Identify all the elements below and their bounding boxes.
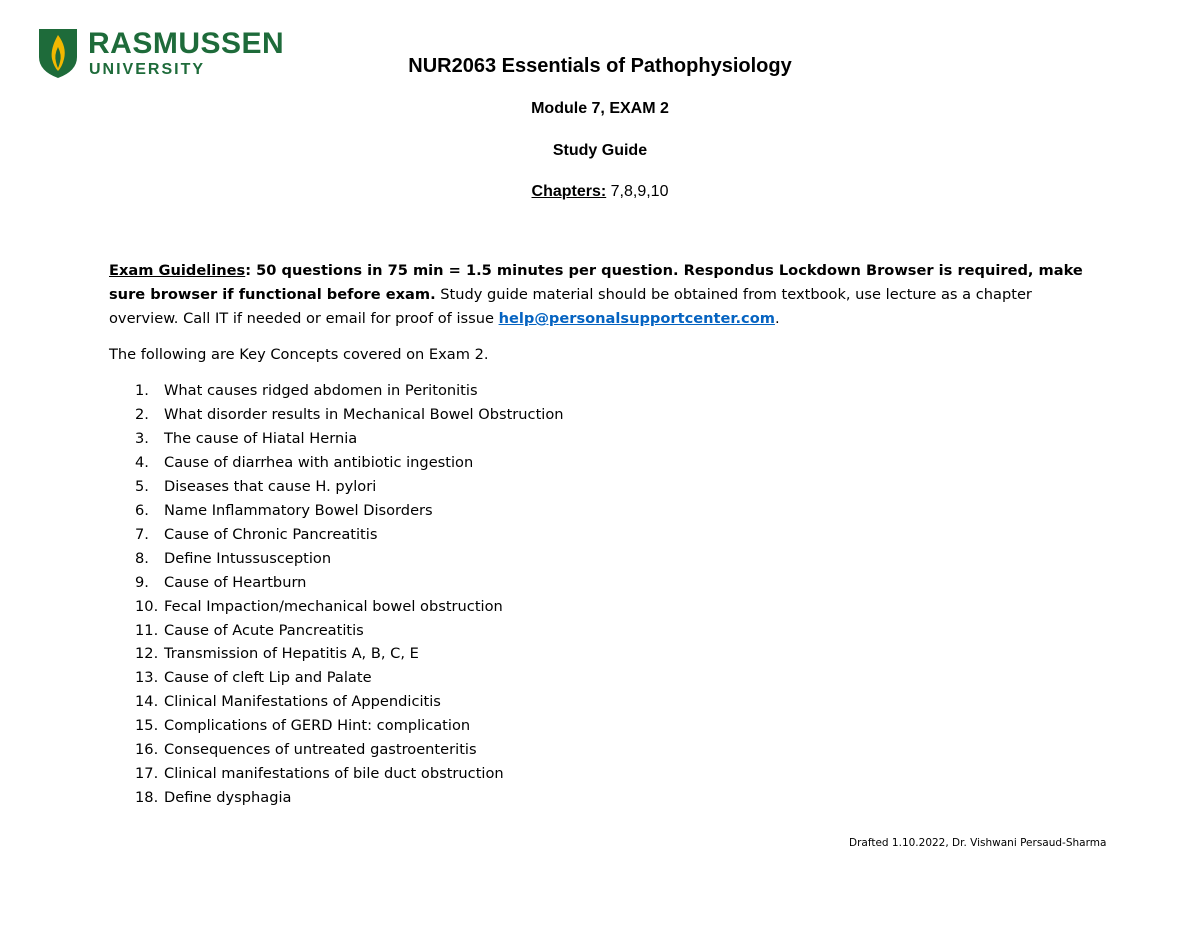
guidelines-label: Exam Guidelines <box>109 262 246 279</box>
list-item <box>135 762 564 786</box>
list-item-number: 12. <box>135 645 159 663</box>
support-email-link[interactable]: help@personalsupportcenter.com <box>498 310 775 327</box>
list-item-text: Cause of diarrhea with antibiotic ingestion <box>164 453 474 471</box>
guidelines-normal-text: Study guide material should be obtained from textbook, use lecture as a chapter overview. Call IT if needed or email for proof of issue <box>109 286 1032 327</box>
module-heading: Module 7, EXAM 2 <box>531 100 669 117</box>
list-item-number: 7. <box>135 525 149 543</box>
list-item-number: 14. <box>135 693 159 711</box>
list-item <box>135 547 564 571</box>
list-item-number: 16. <box>135 741 159 759</box>
list-item <box>135 595 564 619</box>
logo-wordmark: RASMUSSEN <box>88 27 285 60</box>
list-item-number: 18. <box>135 789 159 807</box>
key-concepts-list <box>135 379 564 810</box>
list-item-text: What disorder results in Mechanical Bowel Obstruction <box>164 405 564 423</box>
list-item <box>135 619 564 643</box>
list-item-text: The cause of Hiatal Hernia <box>164 429 358 447</box>
list-item-number: 17. <box>135 765 159 783</box>
list-item-text: What causes ridged abdomen in Peritonitis <box>164 382 478 399</box>
list-item <box>135 690 564 714</box>
list-item-text: Consequences of untreated gastroenteritis <box>164 741 477 759</box>
list-item-number: 8. <box>135 549 149 567</box>
list-item-number: 5. <box>135 477 149 495</box>
footer-drafted-note: Drafted 1.10.2022, Dr. Vishwani Persaud-Sharma <box>849 837 1107 849</box>
list-item-text: Clinical Manifestations of Appendicitis <box>164 693 441 711</box>
list-item <box>135 714 564 738</box>
list-item <box>135 475 564 499</box>
list-item-text: Diseases that cause H. pylori <box>164 477 377 495</box>
list-item <box>135 499 564 523</box>
chapters-line <box>0 183 1200 201</box>
list-item-text: Cause of Acute Pancreatitis <box>164 621 364 639</box>
list-item-text: Cause of cleft Lip and Palate <box>164 669 372 687</box>
list-item-text: Define dysphagia <box>164 789 292 807</box>
exam-guidelines <box>109 259 1099 331</box>
list-item <box>135 786 564 810</box>
list-item-number: 1. <box>135 382 149 399</box>
list-item <box>135 379 564 403</box>
page-title: NUR2063 Essentials of Pathophysiology <box>408 55 792 77</box>
list-item-text: Transmission of Hepatitis A, B, C, E <box>164 645 419 663</box>
list-item-text: Cause of Chronic Pancreatitis <box>164 525 378 543</box>
guidelines-end: . <box>774 310 780 327</box>
list-item <box>135 523 564 547</box>
list-item <box>135 571 564 595</box>
list-item-number: 10. <box>135 597 159 615</box>
list-item-number: 2. <box>135 405 149 423</box>
chapters-label: Chapters: <box>531 183 607 200</box>
key-concepts-intro: The following are Key Concepts covered on Exam 2. <box>109 346 489 363</box>
list-item-number: 4. <box>135 453 149 471</box>
chapters-value: 7,8,9,10 <box>606 183 669 200</box>
list-item <box>135 403 564 427</box>
list-item <box>135 642 564 666</box>
logo-subtitle: UNIVERSITY <box>89 61 206 78</box>
list-item-number: 3. <box>135 429 149 447</box>
list-item <box>135 666 564 690</box>
list-item-text: Complications of GERD Hint: complication <box>164 717 471 735</box>
list-item-text: Clinical manifestations of bile duct obstruction <box>164 765 504 783</box>
guidelines-bold-text: 50 questions in 75 min = 1.5 minutes per question. Respondus Lockdown Browser is required, make sure browser if functional before exam. <box>109 262 1083 303</box>
list-item-text: Fecal Impaction/mechanical bowel obstruction <box>164 597 503 615</box>
list-item <box>135 738 564 762</box>
list-item <box>135 451 564 475</box>
list-item-number: 13. <box>135 669 159 687</box>
list-item-number: 9. <box>135 573 149 591</box>
list-item-text: Define Intussusception <box>164 549 332 567</box>
list-item-number: 6. <box>135 501 149 519</box>
list-item-text: Cause of Heartburn <box>164 573 307 591</box>
list-item-text: Name Inflammatory Bowel Disorders <box>164 501 433 519</box>
list-item-number: 15. <box>135 717 159 735</box>
study-guide-heading: Study Guide <box>552 142 648 159</box>
list-item-number: 11. <box>135 621 159 639</box>
guidelines-colon: : <box>245 262 252 279</box>
list-item <box>135 427 564 451</box>
